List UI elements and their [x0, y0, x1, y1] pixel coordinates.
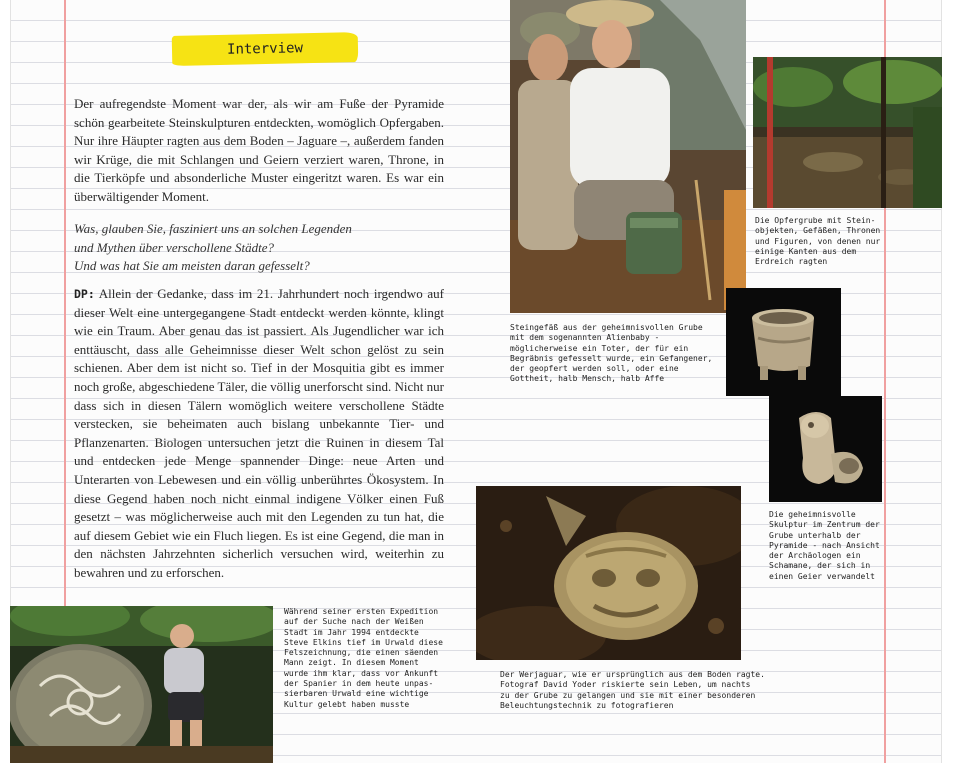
- caption-line: einen Geier verwandelt: [769, 571, 875, 581]
- caption-line: Die Opfergrube mit Stein-: [755, 216, 876, 225]
- caption-line: Grube unterhalb der: [769, 530, 861, 540]
- stone-vessel-photo: [726, 288, 841, 396]
- caption-line: Die geheimnisvolle: [769, 510, 856, 519]
- caption-line: Der Werjaguar, wie er ursprünglich aus dem Boden ragte.: [500, 670, 765, 679]
- caption-line: Mann zeigt. In diesem Moment: [284, 658, 419, 668]
- caption-line: der Spanier in dem heute unpas-: [284, 679, 434, 689]
- caption-expedition: [284, 607, 443, 710]
- caption-line: Steingefäß aus der geheimnisvollen Grube: [510, 323, 703, 332]
- answer-speaker: DP:: [74, 287, 95, 301]
- caption-line: und Figuren, von denen nur: [755, 236, 881, 246]
- caption-line: objekten, Gefäßen, Thronen: [755, 226, 881, 236]
- question-line: Was, glauben Sie, fasziniert uns an solchen Legenden: [74, 221, 352, 236]
- interview-question: [74, 220, 444, 276]
- caption-line: Fotograf David Yoder riskierte sein Leben, um nachts: [500, 680, 751, 690]
- caption-line: Stadt im Jahr 1994 entdeckte: [284, 627, 419, 637]
- petroglyph-photo: [10, 606, 273, 763]
- caption-line: der Archäologen ein: [769, 551, 861, 561]
- werjaguar-photo: [476, 486, 741, 660]
- caption-line: Beleuchtungstechnik zu fotografieren: [500, 700, 674, 710]
- caption-line: Begräbnis gefesselt wurde, ein Gefangener,: [510, 353, 713, 363]
- caption-line: auf der Suche nach der Weißen: [284, 617, 424, 627]
- caption-line: Während seiner ersten Expedition: [284, 607, 439, 616]
- caption-line: Felszeichnung, die einen säenden: [284, 648, 439, 658]
- caption-werjaguar: [500, 670, 765, 711]
- caption-line: der geopfert werden soll, oder eine: [510, 364, 679, 374]
- intro-paragraph: Der aufregendste Moment war der, als wir am Fuße der Pyramide schön gearbeitete Steinskulpturen entdeckten, womöglich Opfergaben. Nur ihre Häupter ragten aus dem Boden – Jaguare –, außerdem fanden wir Krüge, die mit Schlangen und Geiern verziert waren, Throne, in die Tierköpfe und absonderliche Muster eingeritzt waren. Es war ein überwältigender Moment.: [74, 96, 444, 204]
- caption-line: Steve Elkins tief im Urwald diese: [284, 637, 443, 647]
- question-line: und Mythen über verschollene Städte?: [74, 239, 274, 255]
- caption-line: Erdreich ragten: [755, 257, 828, 267]
- caption-line: einige Kanten aus dem: [755, 246, 857, 256]
- question-line: Und was hat Sie am meisten daran gefesselt?: [74, 258, 310, 274]
- caption-skulptur: [769, 510, 880, 582]
- section-label: Interview: [172, 32, 359, 66]
- caption-line: mit dem sogenannten Alienbaby -: [510, 333, 660, 343]
- caption-line: wurde ihm klar, dass vor Ankunft: [284, 668, 439, 678]
- caption-line: Skulptur im Zentrum der: [769, 520, 880, 530]
- caption-line: zu der Grube zu gelangen und sie mit einer besonderen: [500, 690, 756, 700]
- archaeologists-photo: [510, 0, 746, 313]
- caption-opfergrube: [755, 216, 880, 267]
- answer-text: Allein der Gedanke, dass im 21. Jahrhundert noch irgendwo auf dieser Welt eine untergegangene Stadt entdeckt werden könnte, klingt wie ein Traum. Aber genau das ist passiert. Als Jugendlicher war ich enttäuscht, dass alle Geheimnisse dieser Welt schon gelöst zu sein schienen. Aber dem ist nicht so. Tief in der Mosquitia gibt es immer noch große, abgeschiedene Täler, die völlig unerforscht sind. Nicht nur dass sich in diesen Tälern womöglich weitere verschollene Städte verstecken, sie beheimaten auch bislang unbekannte Tier- und Pflanzenarten. Biologen untersuchen jetzt die Ruinen in diesem Tal und entdecken jede Menge spannender Dinge: neue Arten und Unterarten von Lebewesen und ein völlig unberührtes Ökosystem. In diese Gegend haben noch nicht einmal indigene Völker einen Fuß gesetzt – was möglicherweise auch mit den Legenden zu tun hat, die auf diesem Gebiet wie ein Fluch liegen. Es ist eine Gegend, die man in den nächsten Jahrzehnten sicherlich versuchen wird, weiterhin zu bewahren und zu erforschen.: [74, 286, 444, 580]
- caption-line: Gottheit, halb Mensch, halb Affe: [510, 374, 665, 384]
- caption-line: Pyramide - nach Ansicht: [769, 540, 880, 550]
- caption-line: Kultur gelebt haben musste: [284, 699, 410, 709]
- caption-line: Schamane, der sich in: [769, 561, 871, 571]
- caption-line: sierbaren Urwald eine wichtige: [284, 689, 429, 699]
- answer-paragraph: [74, 285, 444, 583]
- shaman-sculpture-photo: [769, 396, 882, 502]
- caption-line: möglicherweise ein Toter, der für ein: [510, 343, 689, 353]
- jungle-pit-photo: [753, 57, 942, 208]
- caption-steingefaess: [510, 323, 712, 385]
